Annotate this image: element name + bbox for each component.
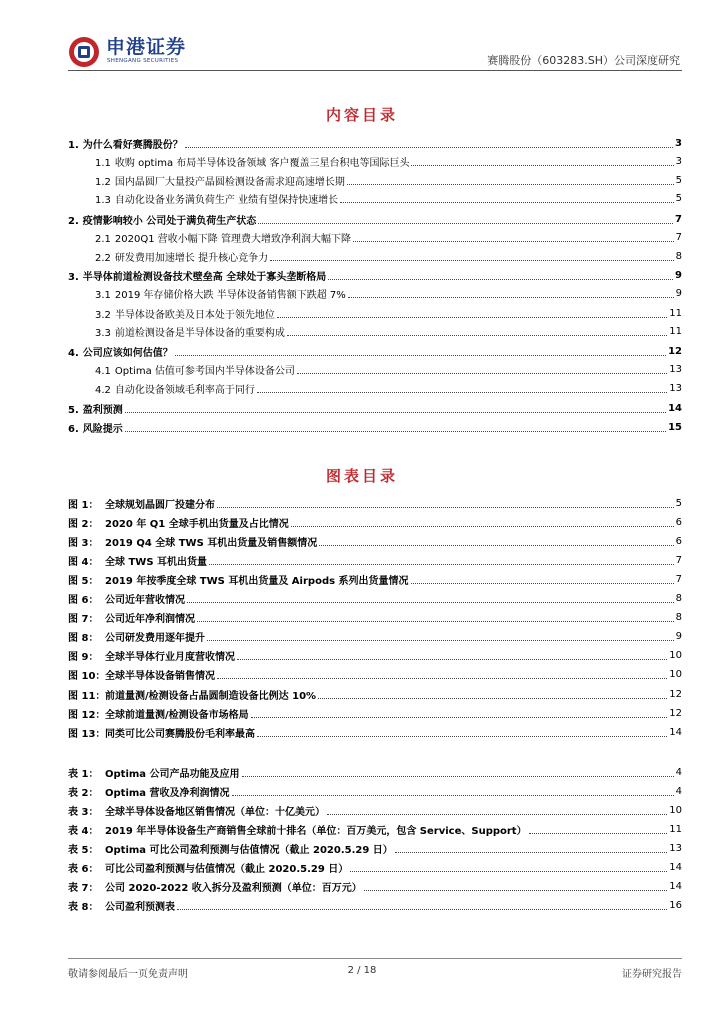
entry-label <box>68 706 249 721</box>
entry-number: 图 5： <box>68 575 99 587</box>
entry-label <box>68 629 205 644</box>
dot-leader <box>319 545 673 546</box>
caption-entry[interactable] <box>68 859 682 877</box>
entry-number: 表 6： <box>68 864 99 875</box>
entry-text: 疫情影响较小 公司处于满负荷生产状态 <box>82 215 257 227</box>
toc-entry[interactable] <box>68 342 682 360</box>
entry-label <box>68 344 173 359</box>
entry-text: 公司盈利预测表 <box>105 902 175 914</box>
entry-page: 11 <box>669 325 682 337</box>
entry-page: 3 <box>675 137 682 149</box>
entry-label <box>95 362 295 377</box>
dot-leader <box>529 833 668 834</box>
entry-number: 图 3： <box>68 537 99 549</box>
entry-page: 14 <box>668 402 682 414</box>
entry-text: 2019 年按季度全球 TWS 耳机出货量及 Airpods 系列出货量情况 <box>105 575 409 587</box>
dot-leader <box>353 241 674 242</box>
entry-page: 5 <box>675 192 682 204</box>
caption-entry[interactable] <box>68 820 682 838</box>
entry-number: 表 1： <box>68 768 99 780</box>
entry-page: 13 <box>669 382 682 394</box>
report-title: 赛腾股份（603283.SH）公司深度研究 <box>487 54 680 67</box>
entry-label <box>68 420 123 435</box>
entry-text: 全球半导体设备销售情况 <box>105 671 215 683</box>
entry-label <box>68 553 207 568</box>
caption-entry[interactable] <box>68 647 682 665</box>
entry-label <box>68 268 326 283</box>
entry-number: 表 5： <box>68 844 99 856</box>
caption-entry[interactable] <box>68 628 682 646</box>
dot-leader <box>411 583 674 584</box>
dot-leader <box>328 279 673 280</box>
entry-number: 图 7： <box>68 614 99 626</box>
toc-entry[interactable] <box>68 266 682 284</box>
entry-text: 2019 Q4 全球 TWS 耳机出货量及销售额情况 <box>105 537 318 549</box>
entry-page: 11 <box>669 307 682 319</box>
entry-label <box>68 879 362 894</box>
entry-page: 12 <box>668 345 682 357</box>
entry-label <box>68 401 123 416</box>
entry-label <box>95 154 409 169</box>
entry-label <box>95 230 351 245</box>
entry-text: Optima 估值可参考国内半导体设备公司 <box>114 365 295 377</box>
entry-page: 11 <box>669 823 682 835</box>
entry-text: 2020 年 Q1 全球手机出货量及占比情况 <box>105 518 289 530</box>
entry-number: 1.3 <box>95 194 111 206</box>
entry-page: 9 <box>675 269 682 281</box>
entry-text: 全球前道量测/检测设备市场格局 <box>105 709 249 721</box>
page-number: 2 / 18 <box>347 965 377 976</box>
entry-label <box>68 648 235 663</box>
entry-label <box>68 667 215 682</box>
entry-page: 13 <box>669 363 682 375</box>
dot-leader <box>217 678 667 679</box>
entry-text: 半导体前道检测设备技术壁垒高 全球处于寡头垄断格局 <box>82 271 327 283</box>
entry-text: 前道检测设备是半导体设备的重要构成 <box>114 327 285 339</box>
entry-text: 公司近年营收情况 <box>105 595 185 606</box>
dot-leader <box>327 814 667 815</box>
toc-entry[interactable] <box>95 379 682 397</box>
entry-number: 5. <box>68 404 79 416</box>
caption-entry[interactable] <box>68 513 682 531</box>
entry-number: 表 7： <box>68 883 99 895</box>
entry-number: 图 13： <box>68 728 106 740</box>
toc-entry[interactable] <box>95 247 682 265</box>
entry-number: 图 4： <box>68 556 99 568</box>
entry-number: 图 10： <box>68 671 106 683</box>
entry-text: 研发费用加速增长 提升核心竞争力 <box>114 252 269 264</box>
dot-leader <box>340 202 674 203</box>
entry-text: 公司 2020-2022 收入拆分及盈利预测（单位：百万元） <box>105 883 362 895</box>
entry-text: 国内晶圆厂大量投产晶圆检测设备需求迎高速增长期 <box>114 176 345 188</box>
entry-text: 自动化设备业务满负荷生产 业绩有望保持快速增长 <box>114 194 339 206</box>
entry-label <box>95 286 346 301</box>
entry-label <box>68 136 183 151</box>
entry-page: 9 <box>675 287 682 299</box>
entry-text: 全球半导体行业月度营收情况 <box>105 652 235 664</box>
entry-page: 13 <box>669 842 682 854</box>
dot-leader <box>197 621 674 622</box>
entry-page: 10 <box>669 650 682 662</box>
entry-number: 2. <box>68 215 79 227</box>
entry-page: 9 <box>675 631 682 643</box>
dot-leader <box>411 165 673 166</box>
footer-disclaimer: 敬请参阅最后一页免责声明 <box>68 969 188 980</box>
caption-entry[interactable] <box>68 723 682 741</box>
toc-entry[interactable] <box>95 189 682 207</box>
entry-text: 半导体设备欧美及日本处于领先地位 <box>114 309 275 321</box>
dot-leader <box>207 640 674 641</box>
caption-entry[interactable] <box>68 897 682 915</box>
toc-entry[interactable] <box>68 210 682 228</box>
entry-number: 图 9： <box>68 652 99 664</box>
dot-leader <box>251 717 668 718</box>
entry-page: 10 <box>669 804 682 816</box>
figures-title: 图表目录 <box>325 467 398 485</box>
dot-leader <box>177 909 667 910</box>
entry-text: 可比公司盈利预测与估值情况（截止 2020.5.29 日） <box>105 864 349 875</box>
caption-entry[interactable] <box>68 878 682 896</box>
entry-page: 5 <box>675 174 682 186</box>
dot-leader <box>257 736 667 737</box>
entry-page: 5 <box>675 497 682 509</box>
entry-page: 15 <box>668 421 682 433</box>
caption-entry[interactable] <box>68 590 682 608</box>
entry-page: 12 <box>669 707 682 719</box>
caption-entry[interactable] <box>68 666 682 684</box>
toc-title: 内容目录 <box>325 106 398 124</box>
entry-text: 风险提示 <box>82 423 123 435</box>
entry-label <box>68 515 289 530</box>
dot-leader <box>258 223 673 224</box>
dot-leader <box>257 392 667 393</box>
caption-entry[interactable] <box>68 494 682 512</box>
entry-number: 表 2： <box>68 787 99 799</box>
page-header <box>68 32 682 72</box>
entry-text: 全球半导体设备地区销售情况（单位：十亿美元） <box>105 806 325 818</box>
entry-label <box>68 898 175 913</box>
entry-page: 12 <box>669 688 682 700</box>
entry-label <box>95 191 338 206</box>
entry-number: 3. <box>68 271 79 283</box>
shengang-logo-icon <box>68 36 100 68</box>
entry-number: 3.2 <box>95 309 111 321</box>
entry-label <box>95 324 285 339</box>
entry-page: 16 <box>669 900 682 912</box>
logo-chinese-name: 申港证券 <box>106 36 187 58</box>
entry-text: Optima 营收及净利润情况 <box>105 787 230 799</box>
entry-page: 6 <box>675 516 682 528</box>
dot-leader <box>350 871 667 872</box>
entry-number: 4. <box>68 347 79 359</box>
entry-page: 7 <box>675 213 682 225</box>
entry-text: 公司应该如何估值？ <box>82 347 173 359</box>
toc-entry[interactable] <box>95 171 682 189</box>
caption-entry[interactable] <box>68 782 682 800</box>
entry-page: 7 <box>675 573 682 585</box>
entry-number: 图 1： <box>68 499 99 511</box>
entry-text: 全球规划晶圆厂投建分布 <box>105 499 215 511</box>
footer-report-type: 证券研究报告 <box>622 969 682 980</box>
entry-label <box>95 306 275 321</box>
entry-label <box>68 822 527 837</box>
entry-label <box>68 687 316 702</box>
dot-leader <box>287 335 667 336</box>
entry-label <box>68 841 393 856</box>
entry-page: 14 <box>669 881 682 893</box>
caption-entry[interactable] <box>68 532 682 550</box>
caption-entry[interactable] <box>68 763 682 781</box>
entry-number: 1.1 <box>95 157 111 169</box>
entry-page: 14 <box>669 726 682 738</box>
entry-text: 盈利预测 <box>82 404 123 416</box>
entry-text: 前道量测/检测设备占晶圆制造设备比例达 10% <box>105 690 317 702</box>
entry-text: Optima 可比公司盈利预测与估值情况（截止 2020.5.29 日） <box>105 844 393 856</box>
toc-entry[interactable] <box>95 304 682 322</box>
entry-label <box>68 496 215 511</box>
entry-text: 为什么看好赛腾股份？ <box>82 139 183 151</box>
entry-number: 4.1 <box>95 365 111 377</box>
entry-text: 2019 年半导体设备生产商销售全球前十排名（单位：百万美元，包含 Service、Support） <box>105 825 527 837</box>
entry-label <box>68 591 185 606</box>
entry-label <box>68 572 409 587</box>
entry-number: 图 6： <box>68 595 99 606</box>
dot-leader <box>395 852 667 853</box>
dot-leader <box>125 431 666 432</box>
caption-entry[interactable] <box>68 685 682 703</box>
entry-number: 图 8： <box>68 633 99 645</box>
dot-leader <box>347 184 674 185</box>
caption-entry[interactable] <box>68 609 682 627</box>
entry-label <box>68 803 325 818</box>
entry-label <box>68 784 230 799</box>
entry-text: 自动化设备领域毛利率高于同行 <box>114 384 255 396</box>
caption-entry[interactable] <box>68 704 682 722</box>
toc-entry[interactable] <box>68 418 682 436</box>
entry-text: 全球 TWS 耳机出货量 <box>105 556 208 568</box>
entry-text: 公司研发费用逐年提升 <box>105 633 205 645</box>
footer-divider <box>68 958 682 959</box>
dot-leader <box>125 412 666 413</box>
entry-number: 图 11： <box>68 690 106 702</box>
dot-leader <box>175 355 666 356</box>
entry-text: 2019 年存储价格大跌 半导体设备销售额下跌超 7% <box>114 289 346 301</box>
entry-label <box>68 534 317 549</box>
toc-entry[interactable] <box>95 228 682 246</box>
entry-number: 表 8： <box>68 902 99 914</box>
dot-leader <box>348 297 674 298</box>
entry-text: 同类可比公司赛腾股份毛利率最高 <box>105 728 255 740</box>
toc-entry[interactable] <box>95 284 682 302</box>
entry-label <box>95 173 345 188</box>
entry-label <box>68 212 256 227</box>
entry-text: 收购 optima 布局半导体设备领域 客户覆盖三星台积电等国际巨头 <box>114 157 410 169</box>
dot-leader <box>291 526 674 527</box>
logo-english-name: SHENGANG SECURITIES <box>107 58 179 64</box>
entry-page: 6 <box>675 535 682 547</box>
header-divider <box>68 70 682 71</box>
entry-number: 图 2： <box>68 518 99 530</box>
entry-number: 2.2 <box>95 252 111 264</box>
toc-entry[interactable] <box>95 152 682 170</box>
caption-entry[interactable] <box>68 839 682 857</box>
dot-leader <box>232 795 674 796</box>
toc-entry[interactable] <box>95 360 682 378</box>
entry-number: 3.1 <box>95 289 111 301</box>
entry-number: 3.3 <box>95 327 111 339</box>
entry-label <box>68 725 255 740</box>
entry-page: 8 <box>675 593 682 604</box>
dot-leader <box>270 260 674 261</box>
entry-number: 1. <box>68 139 79 151</box>
toc-entry[interactable] <box>68 399 682 417</box>
entry-page: 8 <box>675 250 682 262</box>
entry-label <box>95 249 268 264</box>
entry-text: 公司近年净利润情况 <box>105 614 195 626</box>
entry-page: 7 <box>675 231 682 243</box>
dot-leader <box>217 507 674 508</box>
entry-label <box>95 381 255 396</box>
entry-label <box>68 860 348 875</box>
entry-page: 4 <box>675 766 682 778</box>
dot-leader <box>277 317 667 318</box>
dot-leader <box>318 698 667 699</box>
caption-entry[interactable] <box>68 801 682 819</box>
entry-page: 14 <box>669 862 682 873</box>
entry-label <box>68 610 195 625</box>
entry-number: 表 3： <box>68 806 99 818</box>
entry-page: 3 <box>675 155 682 167</box>
entry-page: 7 <box>675 554 682 566</box>
entry-page: 8 <box>675 612 682 624</box>
entry-number: 图 12： <box>68 709 106 721</box>
dot-leader <box>364 890 667 891</box>
dot-leader <box>187 602 674 603</box>
entry-number: 2.1 <box>95 233 111 245</box>
entry-text: 2020Q1 营收小幅下降 管理费大增致净利润大幅下降 <box>114 233 351 245</box>
entry-number: 表 4： <box>68 825 99 837</box>
dot-leader <box>209 564 674 565</box>
entry-label <box>68 765 240 780</box>
dot-leader <box>242 776 674 777</box>
caption-entry[interactable] <box>68 551 682 569</box>
dot-leader <box>185 147 673 148</box>
toc-entry[interactable] <box>68 134 682 152</box>
entry-page: 10 <box>669 669 682 681</box>
entry-text: Optima 公司产品功能及应用 <box>105 768 240 780</box>
caption-entry[interactable] <box>68 570 682 588</box>
entry-number: 4.2 <box>95 384 111 396</box>
dot-leader <box>237 659 667 660</box>
entry-number: 1.2 <box>95 176 111 188</box>
toc-entry[interactable] <box>95 322 682 340</box>
dot-leader <box>297 373 667 374</box>
entry-number: 6. <box>68 423 79 435</box>
entry-page: 4 <box>675 785 682 797</box>
